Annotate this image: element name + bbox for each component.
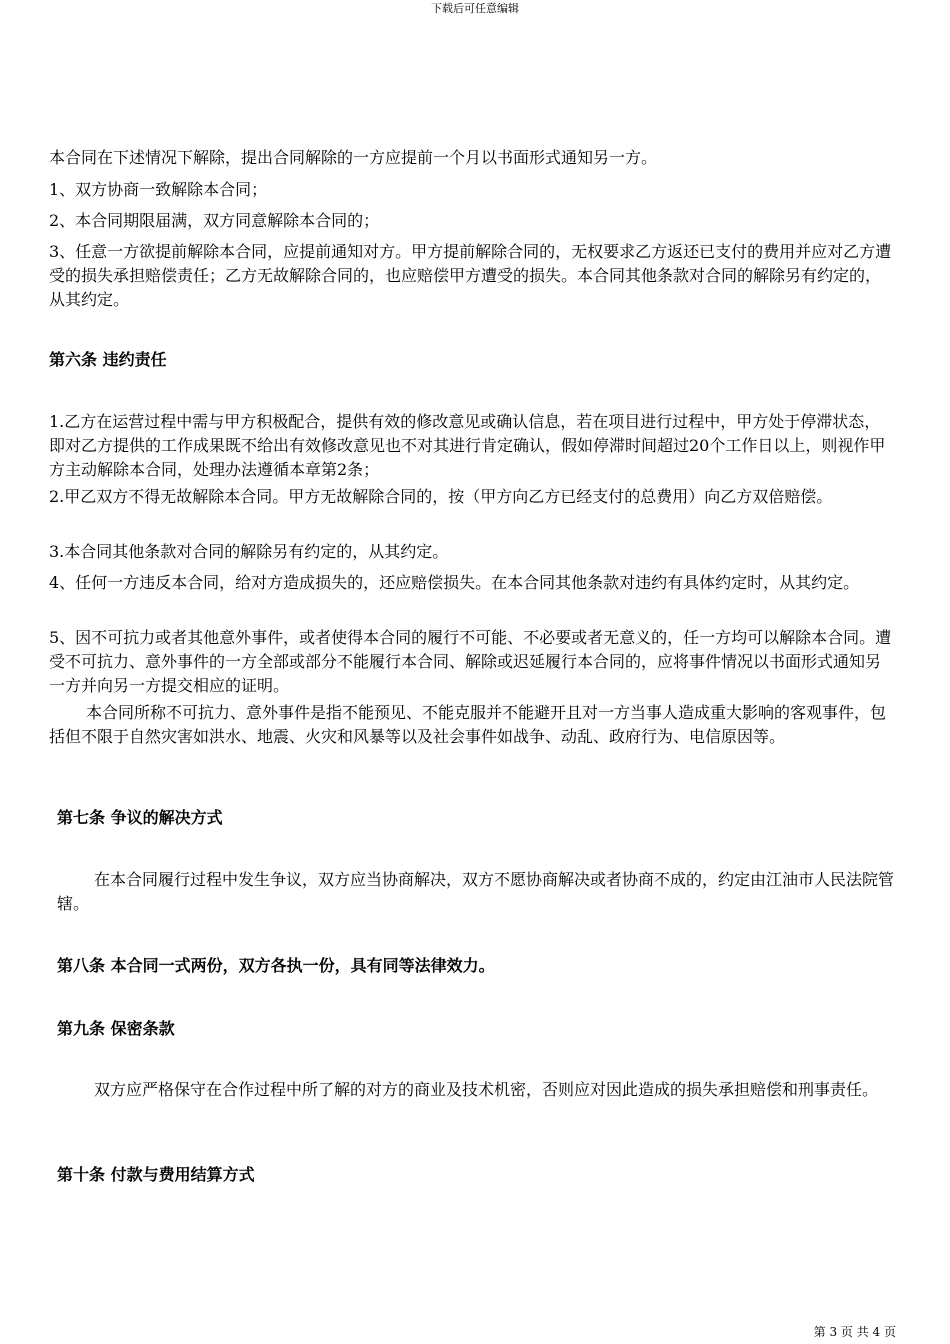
- section-10-title: 第十条 付款与费用结算方式: [57, 1165, 255, 1184]
- section-6-title: 第六条 违约责任: [49, 350, 167, 369]
- section-6-item-2: 2.甲乙双方不得无故解除本合同。甲方无故解除合同的，按（甲方向乙方已经支付的总费用）向乙方双倍赔偿。: [49, 487, 833, 506]
- section-6-force-majeure: 本合同所称不可抗力、意外事件是指不能预见、不能克服并不能避开且对一方当事人造成重大影响的客观事件，包括但不限于自然灾害如洪水、地震、火灾和风暴等以及社会事件如战争、动乱、政府行为、电信原因等。: [49, 703, 887, 746]
- section-6-item-3: 3.本合同其他条款对合同的解除另有约定的，从其约定。: [49, 542, 449, 561]
- section-6-item-4: 4、任何一方违反本合同，给对方造成损失的，还应赔偿损失。在本合同其他条款对违约有具体约定时，从其约定。: [49, 573, 860, 592]
- page-header: 下载后可任意编辑: [431, 2, 519, 15]
- termination-item-2: 2、本合同期限届满，双方同意解除本合同的；: [49, 211, 380, 230]
- section-6-item-1: 1.乙方在运营过程中需与甲方积极配合，提供有效的修改意见或确认信息，若在项目进行过程中，甲方处于停滞状态，即对乙方提供的工作成果既不给出有效修改意见也不对其进行肯定确认，假如停滞时间超过20个工作日以上，则视作甲方主动解除本合同，处理办法遵循本章第2条；: [49, 412, 886, 479]
- page-footer: 第 3 页 共 4 页: [813, 1325, 896, 1339]
- section-6-item-5: 5、因不可抗力或者其他意外事件，或者使得本合同的履行不可能、不必要或者无意义的，任一方均可以解除本合同。遭受不可抗力、意外事件的一方全部或部分不能履行本合同、解除或迟延履行本合同的，应将事件情况以书面形式通知另一方并向另一方提交相应的证明。: [49, 628, 892, 695]
- section-9-body: 双方应严格保守在合作过程中所了解的对方的商业及技术机密，否则应对因此造成的损失承担赔偿和刑事责任。: [94, 1080, 879, 1099]
- termination-item-1: 1、双方协商一致解除本合同；: [49, 180, 268, 199]
- termination-intro: 本合同在下述情况下解除，提出合同解除的一方应提前一个月以书面形式通知另一方。: [49, 148, 658, 167]
- section-7-title: 第七条 争议的解决方式: [57, 808, 223, 827]
- termination-item-3: 3、任意一方欲提前解除本合同，应提前通知对方。甲方提前解除合同的，无权要求乙方返还已支付的费用并应对乙方遭受的损失承担赔偿责任；乙方无故解除合同的，也应赔偿甲方遭受的损失。本合同其他条款对合同的解除另有约定的，从其约定。: [49, 242, 892, 309]
- section-8-title: 第八条 本合同一式两份，双方各执一份，具有同等法律效力。: [57, 956, 495, 975]
- section-7-body: 在本合同履行过程中发生争议，双方应当协商解决，双方不愿协商解决或者协商不成的，约定由江油市人民法院管辖。: [57, 870, 895, 913]
- section-9-title: 第九条 保密条款: [57, 1019, 175, 1038]
